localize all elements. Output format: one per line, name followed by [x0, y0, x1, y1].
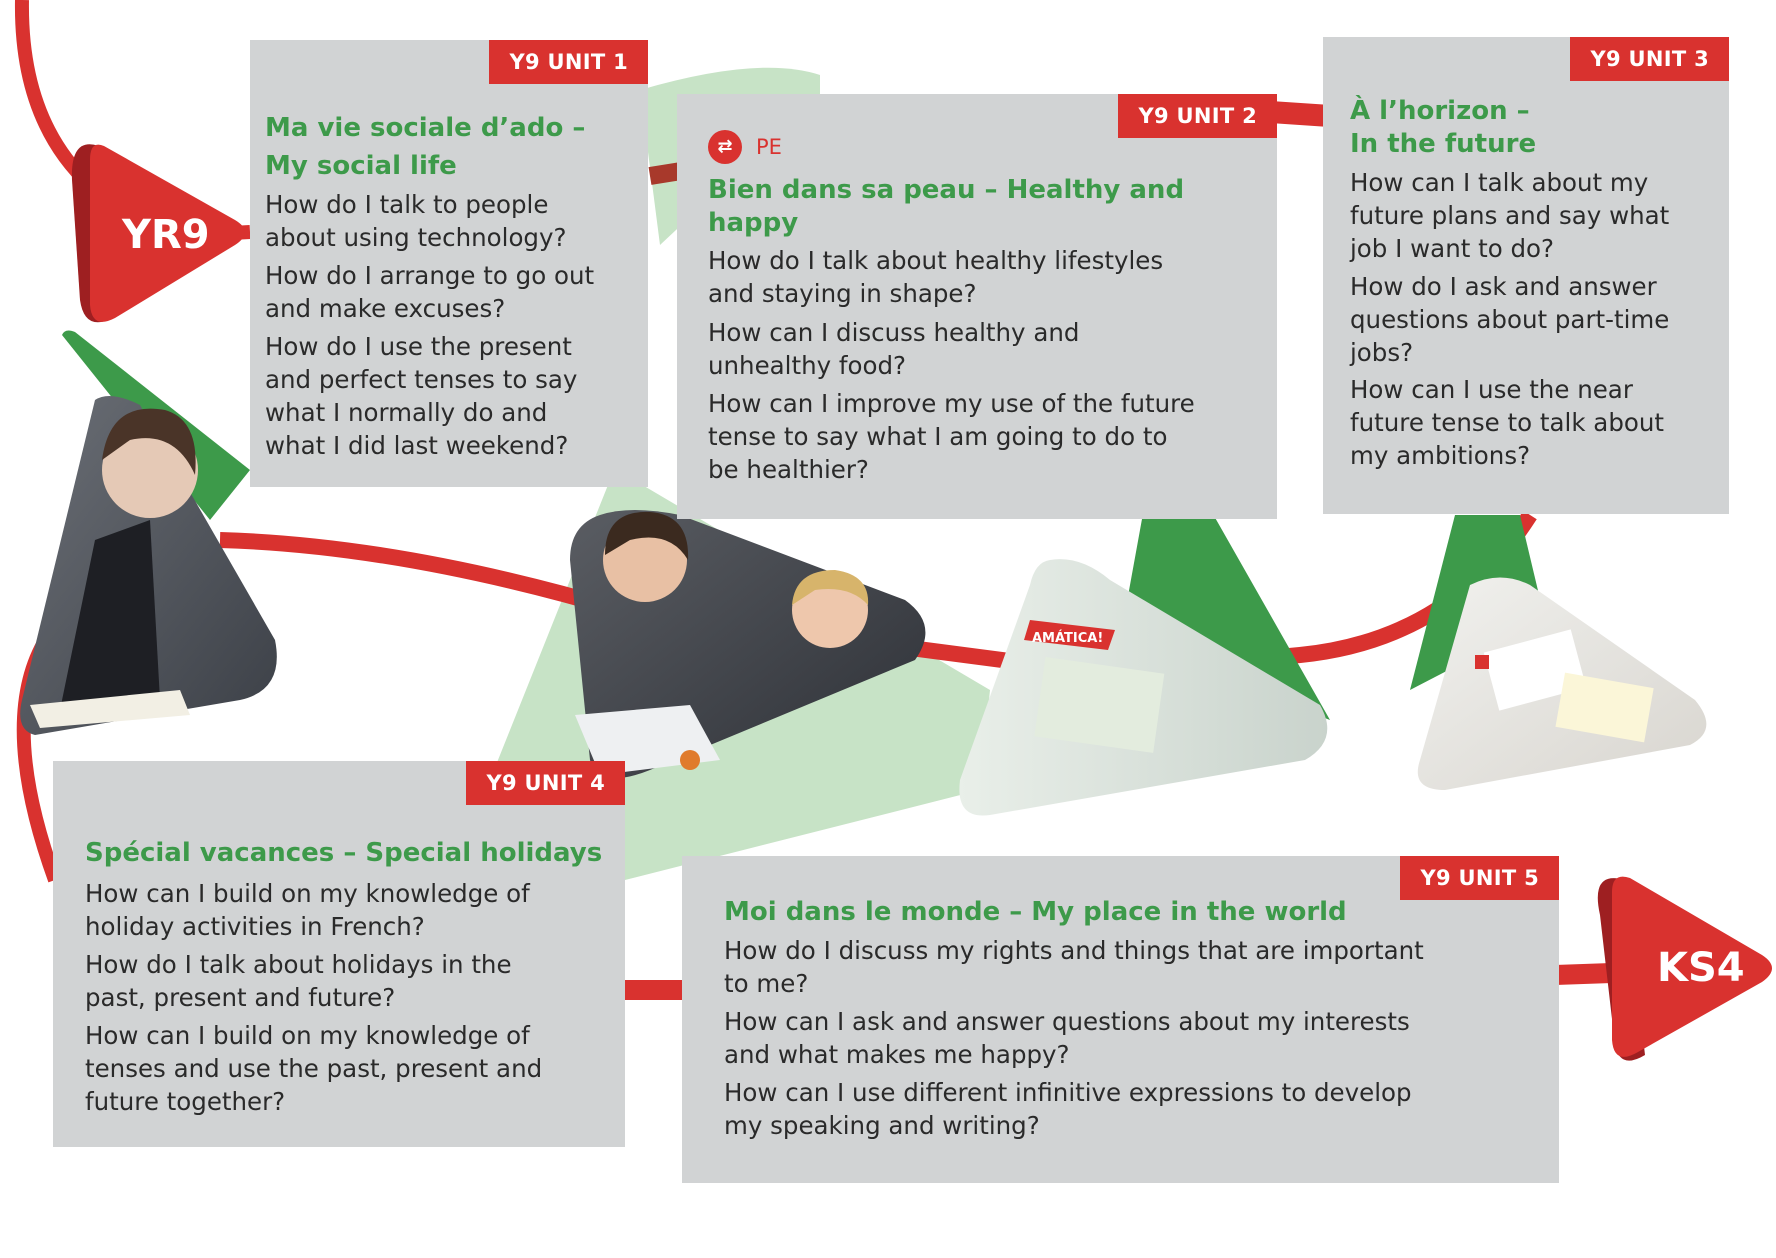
unit-1-q2-line-1: How do I arrange to go out	[265, 261, 595, 290]
unit-2-pe-badge	[708, 130, 782, 164]
unit-3-q2-line-3: jobs?	[1350, 338, 1414, 367]
unit-2-title-line-1: Bien dans sa peau – Healthy and	[708, 175, 1185, 205]
unit-2-title	[708, 174, 1268, 240]
photo-textbook-cover-text: AMÁTICA!	[1032, 631, 1104, 646]
unit-4-question-2	[85, 948, 625, 1014]
unit-3-question-2	[1350, 270, 1730, 369]
unit-3-title	[1350, 95, 1720, 161]
unit-4-q1-line-1: How can I build on my knowledge of	[85, 879, 530, 908]
unit-5-title-line-1: Moi dans le monde – My place in the world	[724, 897, 1347, 927]
unit-3-card	[1323, 37, 1729, 514]
unit-5-title	[724, 896, 1544, 929]
unit-5-q1-line-2: to me?	[724, 969, 809, 998]
unit-1-question-3	[265, 330, 650, 462]
unit-5-tag: Y9 UNIT 5	[1400, 856, 1559, 900]
ks4-label: KS4	[1657, 945, 1745, 991]
unit-3-q1-line-1: How can I talk about my	[1350, 168, 1649, 197]
unit-3-q2-line-2: questions about part-time	[1350, 305, 1670, 334]
unit-2-q3-line-2: tense to say what I am going to do to	[708, 422, 1168, 451]
pe-label: PE	[756, 135, 782, 159]
unit-2-q1-line-1: How do I talk about healthy lifestyles	[708, 246, 1164, 275]
unit-1-title	[265, 112, 645, 183]
unit-5-question-1	[724, 934, 1554, 1000]
unit-3-title-line-2: In the future	[1350, 129, 1537, 159]
unit-1-q3-line-1: How do I use the present	[265, 332, 572, 361]
unit-5-q3-line-2: my speaking and writing?	[724, 1111, 1040, 1140]
unit-4-q1-line-2: holiday activities in French?	[85, 912, 425, 941]
unit-1-q3-line-4: what I did last weekend?	[265, 431, 569, 460]
unit-4-question-3	[85, 1019, 625, 1118]
unit-2-q2-line-1: How can I discuss healthy and	[708, 318, 1080, 347]
unit-5-question-3	[724, 1076, 1554, 1142]
unit-2-card	[677, 94, 1277, 519]
swap-arrows-icon: ⇄	[708, 130, 742, 164]
unit-4-title	[85, 837, 625, 870]
unit-2-tag: Y9 UNIT 2	[1118, 94, 1277, 138]
unit-3-q3-line-1: How can I use the near	[1350, 375, 1633, 404]
unit-5-q1-line-1: How do I discuss my rights and things that are important	[724, 936, 1424, 965]
unit-4-q3-line-1: How can I build on my knowledge of	[85, 1021, 530, 1050]
photo-dice	[680, 750, 700, 770]
unit-4-q2-line-1: How do I talk about holidays in the	[85, 950, 512, 979]
unit-3-title-line-1: À l’horizon –	[1350, 96, 1530, 126]
unit-5-question-2	[724, 1005, 1554, 1071]
photo-desk-dice	[1475, 655, 1489, 669]
unit-2-question-2	[708, 316, 1273, 382]
unit-1-question-1	[265, 188, 650, 254]
unit-2-q3-line-3: be healthier?	[708, 455, 869, 484]
unit-1-q3-line-2: and perfect tenses to say	[265, 365, 578, 394]
unit-3-question-1	[1350, 166, 1730, 265]
unit-3-q2-line-1: How do I ask and answer	[1350, 272, 1657, 301]
yr9-label: YR9	[122, 212, 210, 258]
unit-4-question-1	[85, 877, 625, 943]
unit-4-title-line-1: Spécial vacances – Special holidays	[85, 838, 603, 868]
unit-3-q1-line-2: future plans and say what	[1350, 201, 1670, 230]
unit-2-q1-line-2: and staying in shape?	[708, 279, 977, 308]
unit-2-q2-line-2: unhealthy food?	[708, 351, 907, 380]
unit-1-title-line-1: Ma vie sociale d’ado –	[265, 113, 586, 143]
unit-4-tag: Y9 UNIT 4	[466, 761, 625, 805]
unit-1-q1-line-1: How do I talk to people	[265, 190, 549, 219]
unit-4-q3-line-2: tenses and use the past, present and	[85, 1054, 543, 1083]
unit-4-q3-line-3: future together?	[85, 1087, 286, 1116]
unit-3-question-3	[1350, 373, 1730, 472]
photo-textbook-table	[1034, 657, 1164, 753]
unit-5-q2-line-1: How can I ask and answer questions about my interests	[724, 1007, 1410, 1036]
unit-3-tag: Y9 UNIT 3	[1570, 37, 1729, 81]
unit-3-q3-line-2: future tense to talk about	[1350, 408, 1664, 437]
road-path-connector-2	[1270, 112, 1330, 116]
unit-5-q3-line-1: How can I use different infinitive expressions to develop	[724, 1078, 1412, 1107]
unit-2-question-3	[708, 387, 1273, 486]
unit-3-q3-line-3: my ambitions?	[1350, 441, 1531, 470]
unit-1-q1-line-2: about using technology?	[265, 223, 567, 252]
unit-2-q3-line-1: How can I improve my use of the future	[708, 389, 1195, 418]
unit-1-card	[250, 40, 648, 487]
unit-1-question-2	[265, 259, 650, 325]
unit-1-q3-line-3: what I normally do and	[265, 398, 548, 427]
unit-1-q2-line-2: and make excuses?	[265, 294, 506, 323]
unit-4-q2-line-2: past, present and future?	[85, 983, 396, 1012]
unit-2-question-1	[708, 244, 1273, 310]
unit-5-card	[682, 856, 1559, 1183]
unit-4-card	[53, 761, 625, 1147]
unit-2-title-line-2: happy	[708, 208, 799, 238]
unit-1-tag: Y9 UNIT 1	[489, 40, 648, 84]
unit-1-title-line-2: My social life	[265, 151, 457, 181]
unit-3-q1-line-3: job I want to do?	[1350, 234, 1555, 263]
unit-5-q2-line-2: and what makes me happy?	[724, 1040, 1070, 1069]
